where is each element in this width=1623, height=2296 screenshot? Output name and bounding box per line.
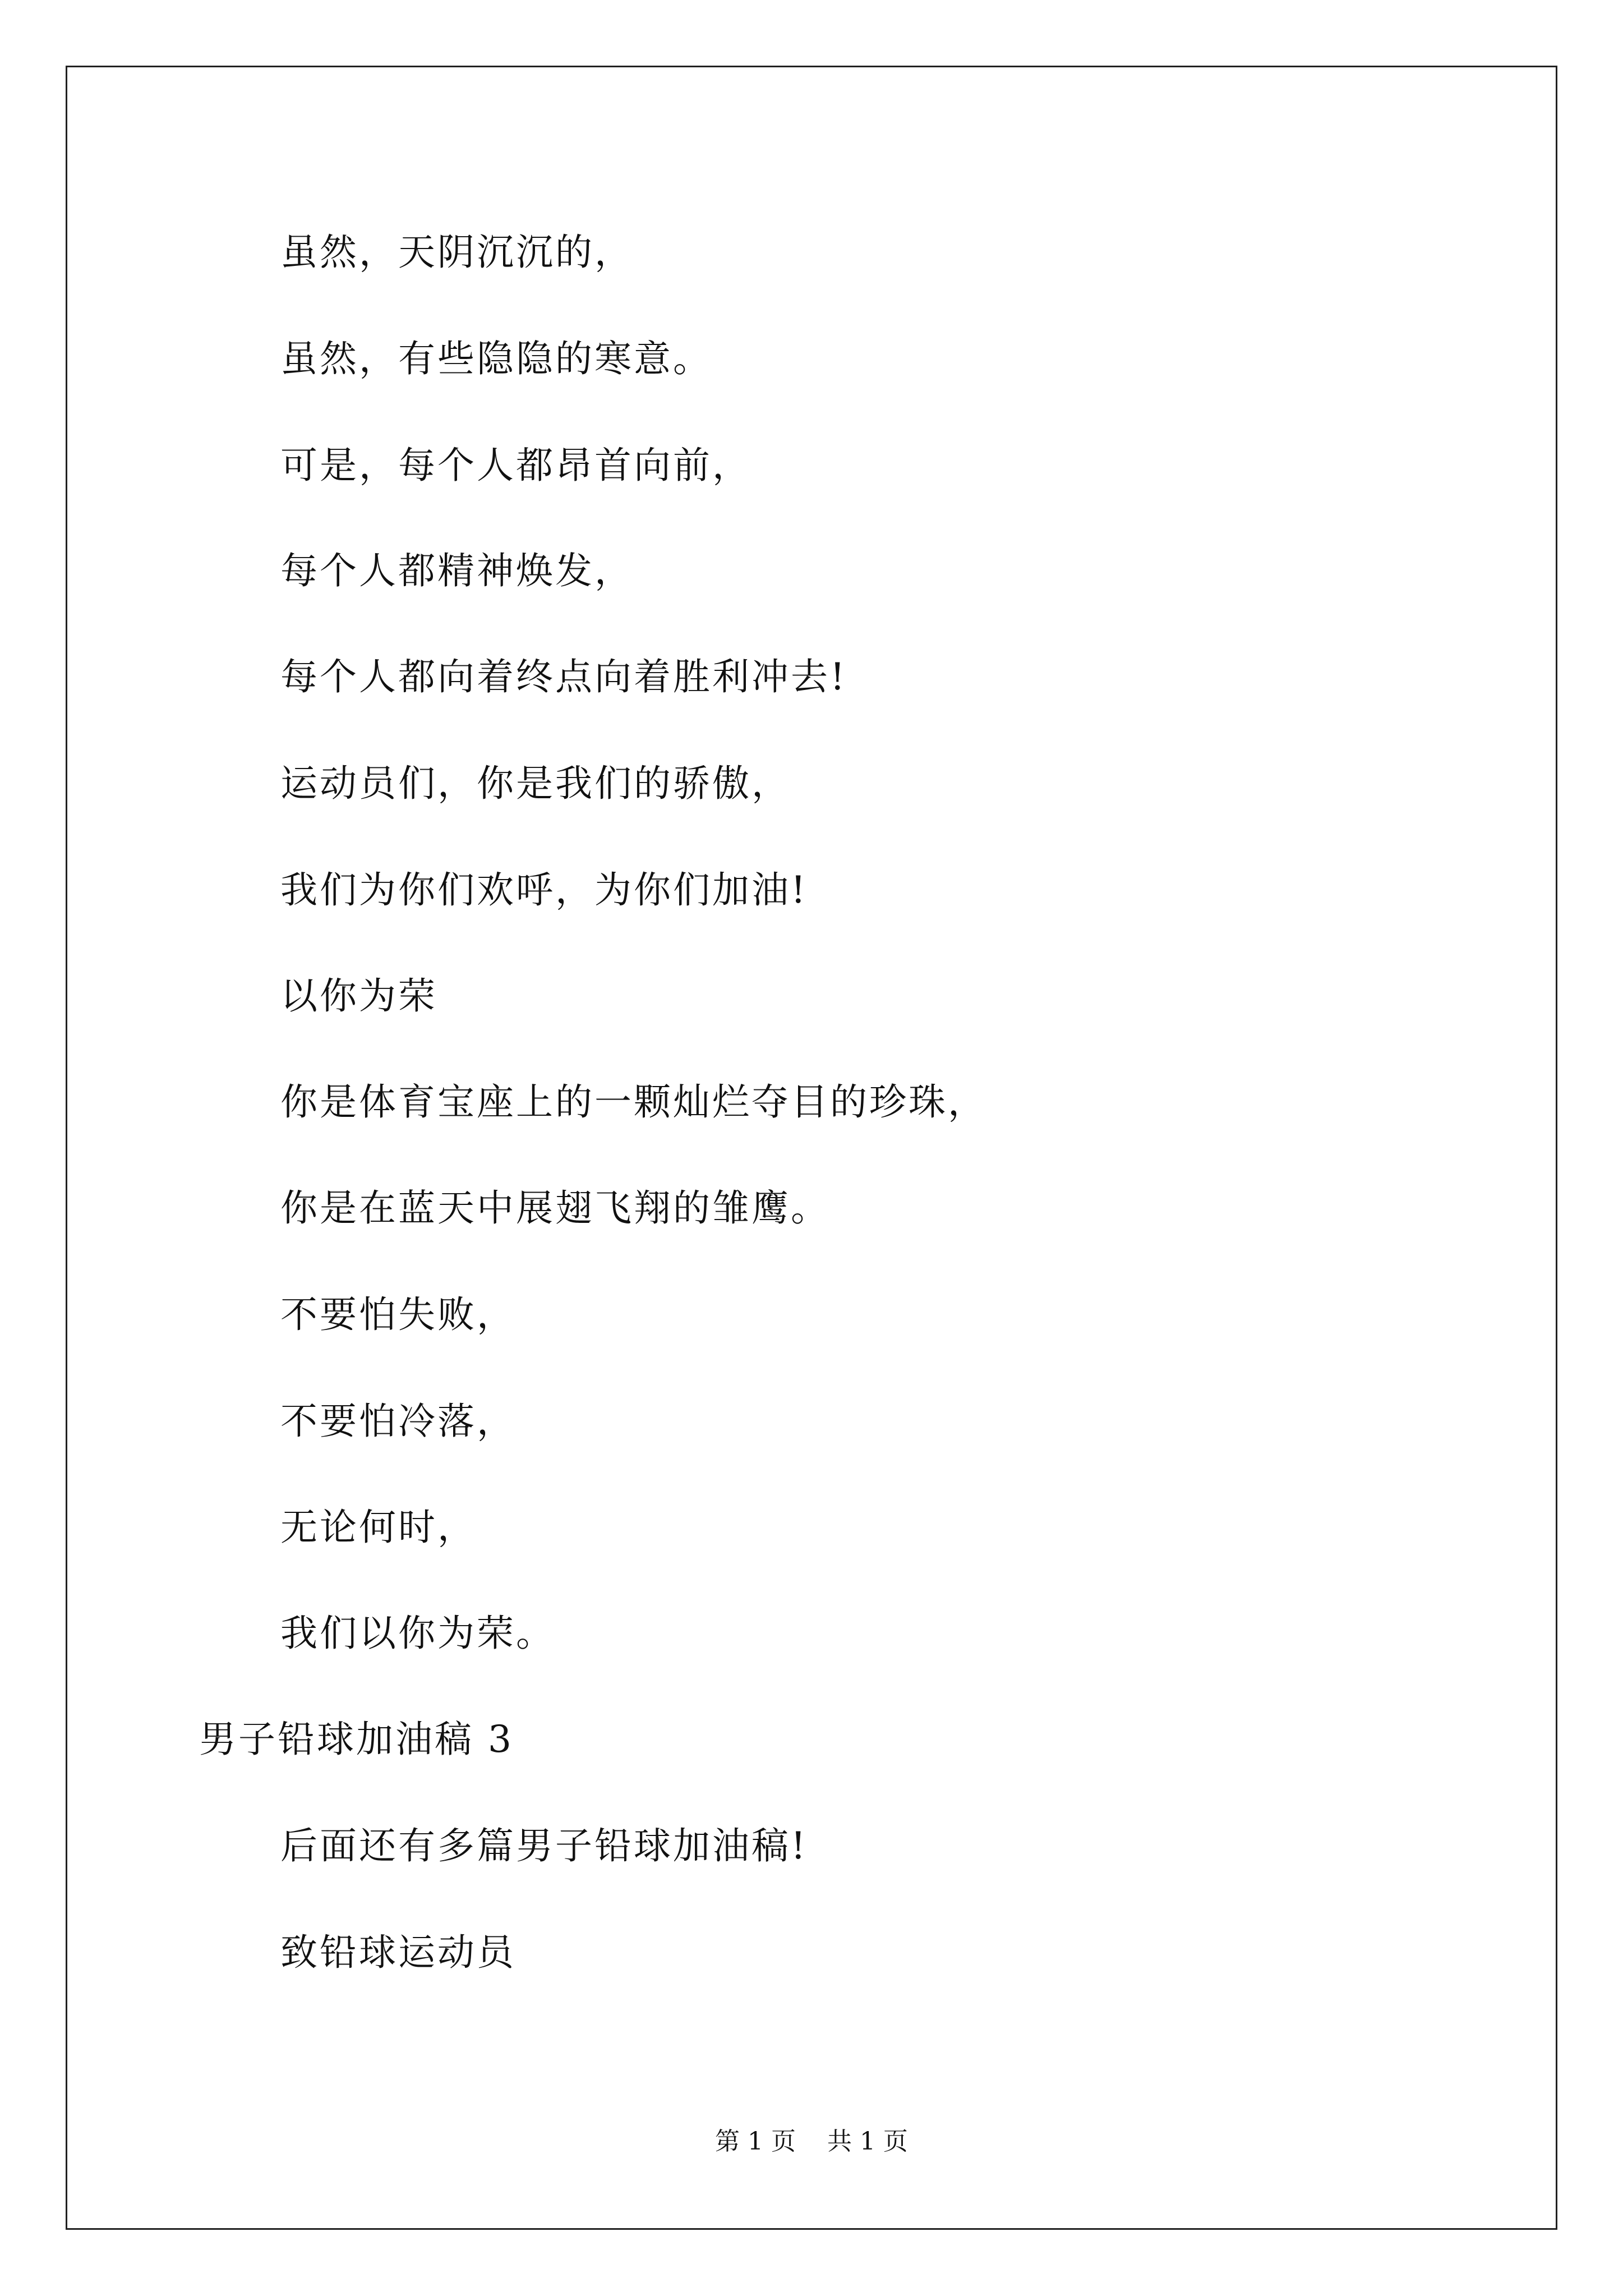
text-line: 不要怕失败， [280,1293,516,1336]
text-line: 可是，每个人都昂首向前， [280,444,751,487]
text-line: 无论何时， [280,1506,477,1549]
text-line: 虽然，有些隐隐的寒意。 [280,337,712,380]
text-line: 不要怕冷落， [280,1400,516,1443]
text-line: 每个人都向着终点向着胜利冲去! [280,655,847,698]
page-border [66,66,1557,2230]
text-line: 运动员们，你是我们的骄傲， [280,762,791,805]
page-footer: 第 1 页 共 1 页 [715,2127,908,2156]
text-line: 后面还有多篇男子铅球加油稿! [280,1824,808,1867]
text-line: 我们以你为荣。 [280,1612,555,1655]
text-line: 以你为荣 [280,974,437,1018]
section-heading: 男子铅球加油稿 3 [199,1718,514,1761]
text-line: 我们为你们欢呼，为你们加油! [280,868,808,912]
text-line: 你是体育宝座上的一颗灿烂夺目的珍珠， [280,1080,987,1124]
text-line: 虽然，天阴沉沉的， [280,231,634,274]
text-line: 致铅球运动员 [280,1931,516,1974]
text-line: 你是在蓝天中展翅飞翔的雏鹰。 [280,1186,830,1230]
text-line: 每个人都精神焕发， [280,549,634,592]
